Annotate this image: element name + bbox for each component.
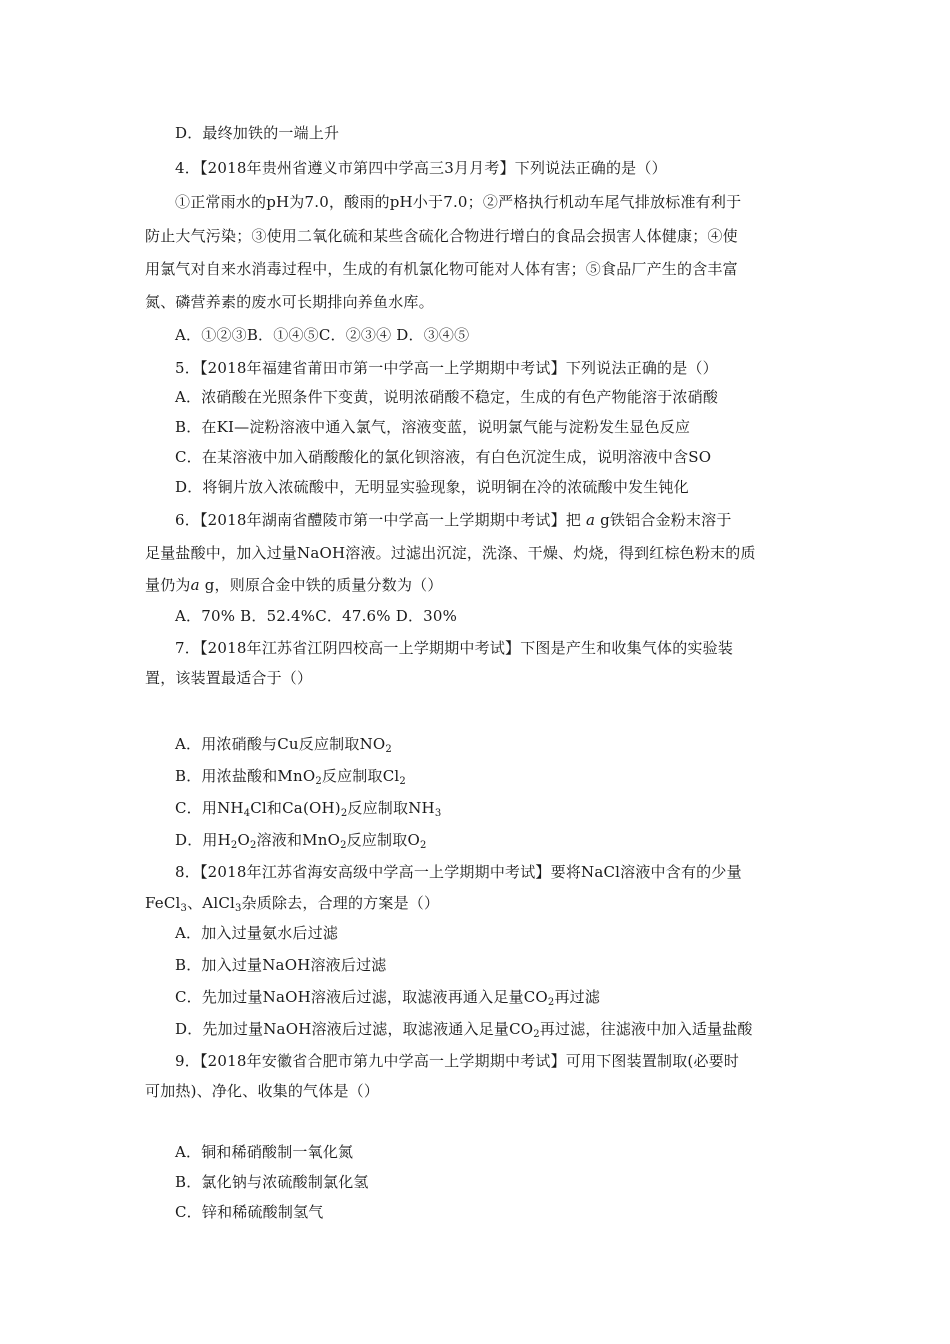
q7-option-d-sub-2: 2 xyxy=(249,840,257,851)
q6-stem-line-2: 足量盐酸中，加入过量NaOH溶液。过滤出沉淀，洗涤、干燥、灼烧，得到红棕色粉末的质 xyxy=(145,544,756,562)
q8-stem-line-2-sub-2: 3 xyxy=(235,903,242,914)
q7-option-d-pre: D．用H xyxy=(175,831,231,849)
q4-body-line-4: 氮、磷营养素的废水可长期排向养鱼水库。 xyxy=(145,293,434,311)
q9-option-c: C．锌和稀硫酸制氢气 xyxy=(175,1203,324,1221)
q8-option-d xyxy=(175,1019,753,1039)
q8-option-d-sub: 2 xyxy=(533,1029,540,1040)
q4-options: A．①②③B．①④⑤C．②③④ D．③④⑤ xyxy=(175,326,470,344)
q7-option-a-sub: 2 xyxy=(385,744,392,755)
q7-option-a xyxy=(175,734,392,754)
q7-option-d-sub-1: 2 xyxy=(230,840,238,851)
q7-option-c-sub-1: 4 xyxy=(243,808,251,819)
q3-option-d: D．最终加铁的一端上升 xyxy=(175,124,340,142)
q9-option-a: A．铜和稀硝酸制一氧化氮 xyxy=(175,1143,354,1161)
q7-option-b-pre: B．用浓盐酸和MnO xyxy=(175,767,316,785)
q7-option-d-mid: 溶液和MnO xyxy=(256,831,341,849)
q7-option-b-mid: 反应制取Cl xyxy=(321,767,400,785)
q7-option-c-sub-2: 2 xyxy=(340,808,348,819)
q8-stem-line-2-pre: FeCl xyxy=(145,894,181,912)
q7-option-a-text: A．用浓硝酸与Cu反应制取NO xyxy=(175,735,386,753)
q4-body-line-2: 防止大气污染；③使用二氧化硫和某些含硫化合物进行增白的食品会损害人体健康；④使 xyxy=(145,227,738,245)
q7-option-d xyxy=(175,830,427,850)
q7-option-c xyxy=(175,798,441,818)
q8-option-c-pre: C．先加过量NaOH溶液后过滤，取滤液再通入足量CO xyxy=(175,988,548,1006)
q8-stem-line-2-mid: 、AlCl xyxy=(187,894,236,912)
q7-option-b xyxy=(175,766,406,786)
q7-option-c-mid-2: 反应制取NH xyxy=(347,799,435,817)
q6-options: A．70% B．52.4%C．47.6% D．30% xyxy=(175,607,458,625)
q7-option-d-mid-2: 反应制取O xyxy=(346,831,420,849)
q8-option-d-post: 再过滤，往滤液中加入适量盐酸 xyxy=(539,1020,753,1038)
q7-option-d-sub-3: 2 xyxy=(340,840,347,851)
q7-option-d-sub-4: 2 xyxy=(419,840,427,851)
q8-option-a: A．加入过量氨水后过滤 xyxy=(175,924,339,942)
q5-option-a: A．浓硝酸在光照条件下变黄，说明浓硝酸不稳定，生成的有色产物能溶于浓硝酸 xyxy=(175,388,719,406)
q6-stem-part-1: 6．【2018年湖南省醴陵市第一中学高一上学期期中考试】把 xyxy=(175,511,582,529)
q8-stem-line-2-post: 杂质除去，合理的方案是（） xyxy=(241,894,440,912)
q8-option-c xyxy=(175,987,600,1007)
q7-option-c-pre: C．用NH xyxy=(175,799,244,817)
q9-stem-line-2: 可加热)、净化、收集的气体是（） xyxy=(145,1082,380,1100)
q6-stem-part-2: g铁铝合金粉末溶于 xyxy=(600,511,732,529)
q6-line3-part-2: g，则原合金中铁的质量分数为（） xyxy=(204,576,443,594)
q8-option-c-post: 再过滤 xyxy=(554,988,601,1006)
q5-stem: 5．【2018年福建省莆田市第一中学高一上学期期中考试】下列说法正确的是（） xyxy=(175,359,718,377)
q6-line3-part-1: 量仍为 xyxy=(145,576,191,594)
q7-stem-line-1: 7．【2018年江苏省江阴四校高一上学期期中考试】下图是产生和收集气体的实验装 xyxy=(175,639,734,657)
q6-stem-line-1 xyxy=(175,510,732,530)
q7-option-d-o: O xyxy=(237,831,250,849)
q4-body-line-1: ①正常雨水的pH为7.0，酸雨的pH小于7.0；②严格执行机动车尾气排放标准有利于 xyxy=(175,193,742,211)
q8-option-d-pre: D．先加过量NaOH溶液后过滤，取滤液通入足量CO xyxy=(175,1020,534,1038)
q7-option-b-sub-2: 2 xyxy=(399,776,406,787)
q7-option-c-sub-3: 3 xyxy=(434,808,442,819)
q6-variable-a-2: a xyxy=(190,576,200,594)
q8-stem-line-2-sub-1: 3 xyxy=(180,903,188,914)
q9-stem-line-1: 9．【2018年安徽省合肥市第九中学高一上学期期中考试】可用下图装置制取(必要时 xyxy=(175,1052,740,1070)
q5-option-c: C．在某溶液中加入硝酸酸化的氯化钡溶液，有白色沉淀生成，说明溶液中含SO xyxy=(175,448,712,466)
q7-stem-line-2: 置，该装置最适合于（） xyxy=(145,669,313,687)
q5-option-b: B．在KI—淀粉溶液中通入氯气，溶液变蓝，说明氯气能与淀粉发生显色反应 xyxy=(175,418,691,436)
q7-option-b-sub-1: 2 xyxy=(315,776,322,787)
q6-variable-a: a xyxy=(586,511,596,529)
q4-body-line-3: 用氯气对自来水消毒过程中，生成的有机氯化物可能对人体有害；⑤食品厂产生的含丰富 xyxy=(145,260,738,278)
q9-option-b: B．氯化钠与浓硫酸制氯化氢 xyxy=(175,1173,369,1191)
q6-stem-line-3 xyxy=(145,575,443,595)
q8-option-c-sub: 2 xyxy=(547,997,555,1008)
q4-stem: 4．【2018年贵州省遵义市第四中学高三3月月考】下列说法正确的是（） xyxy=(175,159,667,177)
q7-option-c-mid: Cl和Ca(OH) xyxy=(250,799,341,817)
q8-stem-line-2 xyxy=(145,893,439,913)
q8-stem-line-1: 8．【2018年江苏省海安高级中学高一上学期期中考试】要将NaCl溶液中含有的少量 xyxy=(175,863,742,881)
q5-option-d: D．将铜片放入浓硫酸中，无明显实验现象，说明铜在冷的浓硫酸中发生钝化 xyxy=(175,478,689,496)
q8-option-b: B．加入过量NaOH溶液后过滤 xyxy=(175,956,387,974)
